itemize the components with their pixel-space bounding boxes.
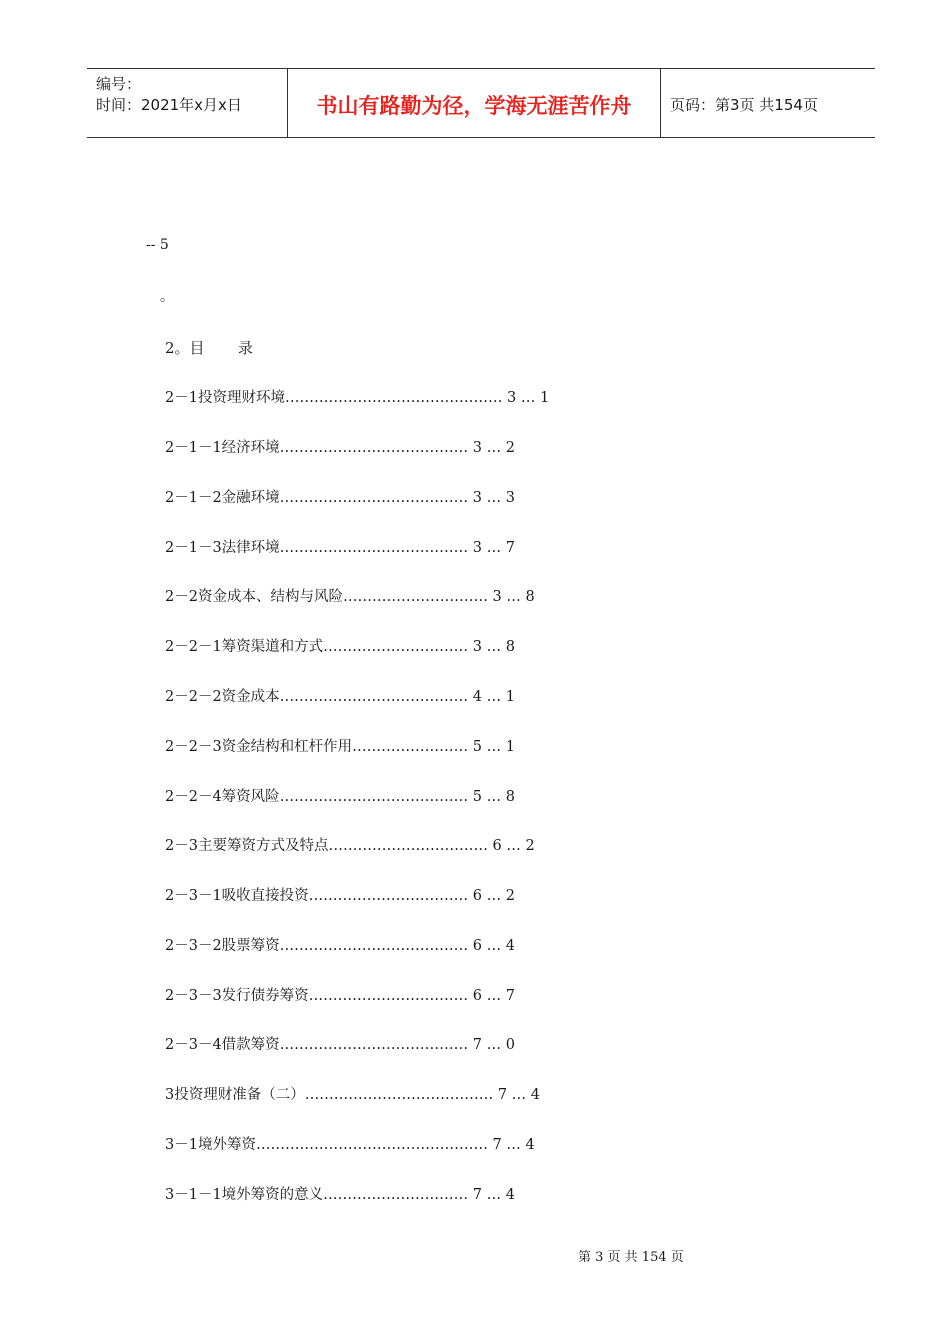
period-mark: 。 <box>160 289 174 305</box>
toc-entry[interactable]: 2－3－2股票筹资………………………………… 6 … 4 <box>165 938 515 954</box>
toc-entry[interactable]: 2－3主要筹资方式及特点…………………………… 6 … 2 <box>165 838 535 854</box>
page-info: 页码：第3页 共154页 <box>670 96 818 114</box>
header-motto-cell <box>288 69 661 137</box>
number-label: 编号： <box>96 75 142 93</box>
toc-entry[interactable]: 3投资理财准备（二）………………………………… 7 … 4 <box>165 1087 541 1103</box>
toc-entry[interactable]: 2－1－2金融环境………………………………… 3 … 3 <box>165 490 515 506</box>
toc-entry[interactable]: 2－3－3发行债券筹资…………………………… 6 … 7 <box>165 988 515 1004</box>
toc-entry[interactable]: 3－1－1境外筹资的意义………………………… 7 … 4 <box>165 1187 515 1203</box>
motto: 书山有路勤为径，学海无涯苦作舟 <box>316 94 632 118</box>
toc-entry[interactable]: 3－1境外筹资………………………………………… 7 … 4 <box>165 1137 535 1153</box>
toc-title: 2。目 录 <box>165 339 253 357</box>
toc-entry[interactable]: 2－2资金成本、结构与风险………………………… 3 … 8 <box>165 589 535 605</box>
header-meta-cell <box>87 69 288 137</box>
header-page-cell <box>661 69 875 137</box>
time-line: 时间：2021年x月x日 <box>96 96 242 114</box>
page-header <box>87 68 875 138</box>
page-marker: -- 5 <box>146 237 169 253</box>
toc-entry[interactable]: 2－2－3资金结构和杠杆作用…………………… 5 … 1 <box>165 739 515 755</box>
toc-entry[interactable]: 2－2－1筹资渠道和方式………………………… 3 … 8 <box>165 639 515 655</box>
toc-entry[interactable]: 2－2－4筹资风险………………………………… 5 … 8 <box>165 789 515 805</box>
toc-entry[interactable]: 2－1－3法律环境………………………………… 3 … 7 <box>165 540 515 556</box>
toc-entry[interactable]: 2－2－2资金成本………………………………… 4 … 1 <box>165 689 515 705</box>
toc-entry[interactable]: 2－3－1吸收直接投资…………………………… 6 … 2 <box>165 888 515 904</box>
toc-entry[interactable]: 2－1－1经济环境………………………………… 3 … 2 <box>165 440 515 456</box>
toc-entry[interactable]: 2－3－4借款筹资………………………………… 7 … 0 <box>165 1037 515 1053</box>
toc-entry[interactable]: 2－1投资理财环境……………………………………… 3 … 1 <box>165 390 550 406</box>
page-footer: 第 3 页 共 154 页 <box>578 1250 684 1265</box>
